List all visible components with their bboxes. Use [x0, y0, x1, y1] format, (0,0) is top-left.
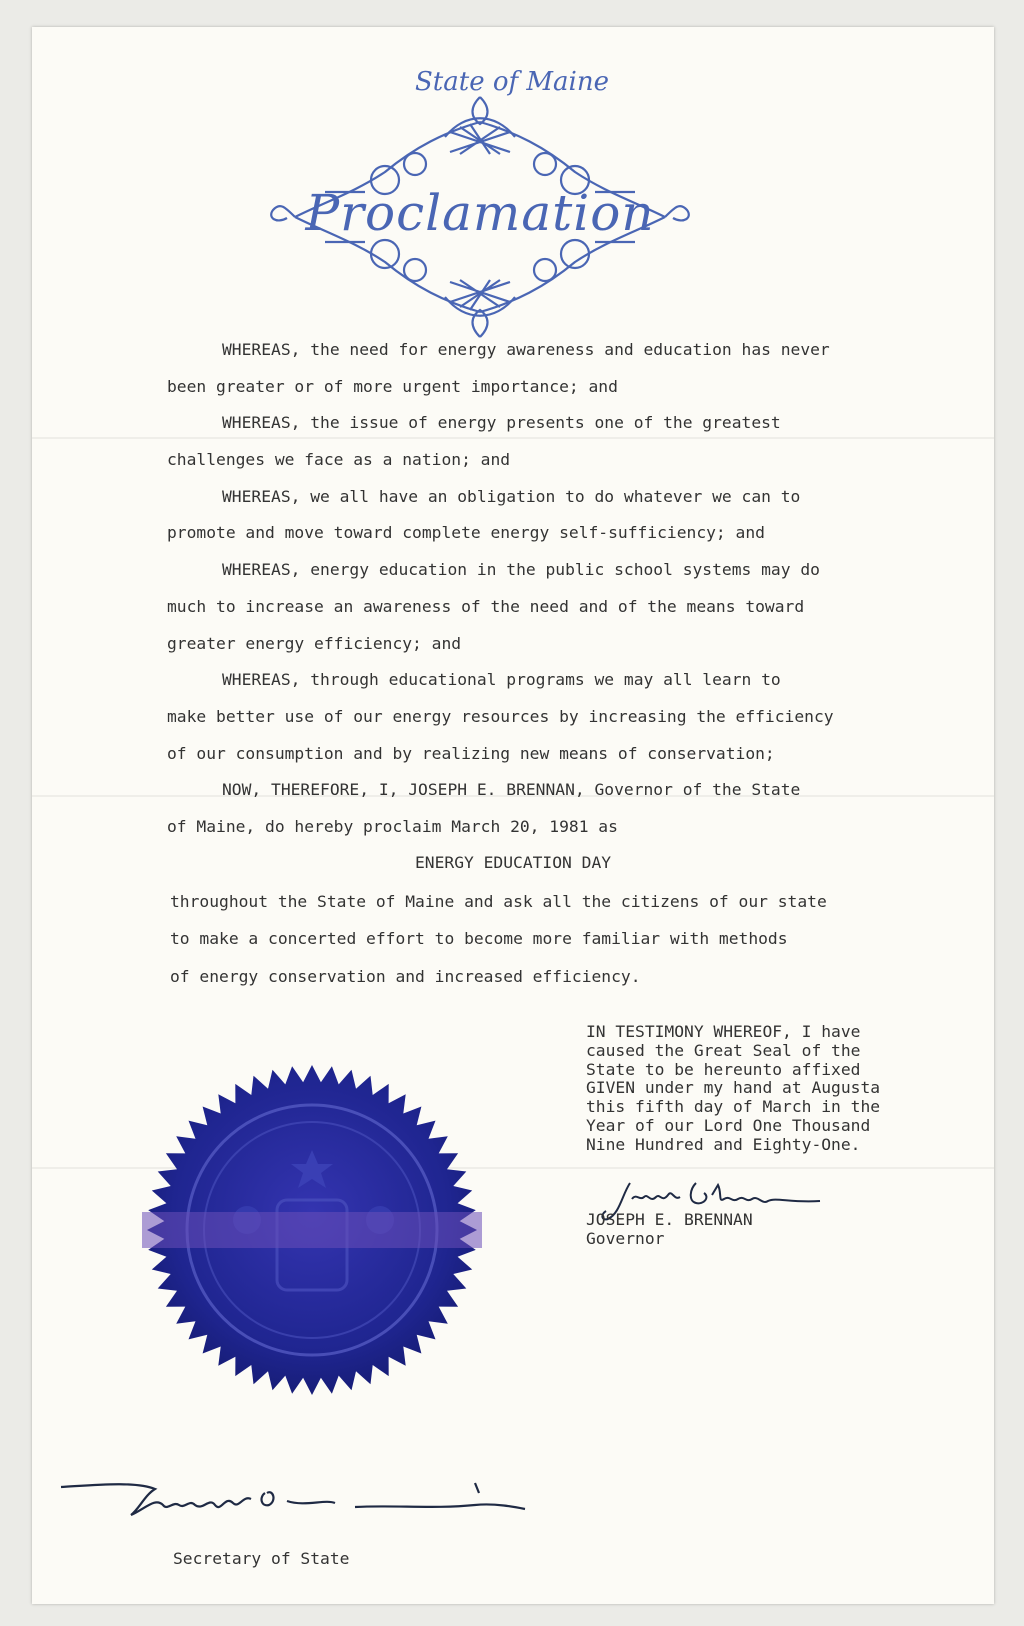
- body-line-12: of our consumption and by realizing new means of conservation;: [167, 744, 775, 763]
- state-title: State of Maine: [415, 67, 609, 97]
- proclaimed-day: ENERGY EDUCATION DAY: [415, 853, 612, 872]
- body-line-16: throughout the State of Maine and ask all the citizens of our state: [170, 892, 827, 911]
- body-line-17: to make a concerted effort to become more familiar with methods: [170, 929, 788, 948]
- body-line-11: make better use of our energy resources by increasing the efficiency: [167, 707, 834, 726]
- body-line-6: promote and move toward complete energy self-sufficiency; and: [167, 523, 765, 542]
- body-line-3: WHEREAS, the issue of energy presents one of the greatest: [222, 413, 781, 432]
- body-line-5: WHEREAS, we all have an obligation to do whatever we can to: [222, 487, 801, 506]
- body-line-9: greater energy efficiency; and: [167, 634, 462, 653]
- fold-line-upper: [32, 437, 994, 439]
- body-line-14: of Maine, do hereby proclaim March 20, 1981 as: [167, 817, 618, 836]
- great-seal-icon: [142, 1060, 482, 1400]
- body-line-18: of energy conservation and increased efficiency.: [170, 967, 641, 986]
- body-line-1: WHEREAS, the need for energy awareness and education has never: [222, 340, 830, 359]
- body-line-10: WHEREAS, through educational programs we may all learn to: [222, 670, 781, 689]
- body-line-13: NOW, THEREFORE, I, JOSEPH E. BRENNAN, Governor of the State: [222, 780, 801, 799]
- body-line-4: challenges we face as a nation; and: [167, 450, 511, 469]
- body-line-8: much to increase an awareness of the need and of the means toward: [167, 597, 805, 616]
- body-line-7: WHEREAS, energy education in the public school systems may do: [222, 560, 820, 579]
- governor-name: JOSEPH E. BRENNAN: [586, 1210, 753, 1229]
- secretary-signature: [55, 1475, 535, 1545]
- proclamation-heading: Proclamation: [305, 184, 655, 242]
- secretary-title: Secretary of State: [173, 1549, 350, 1568]
- governor-title: Governor: [586, 1229, 665, 1248]
- testimony-block: IN TESTIMONY WHEREOF, I have caused the Great Seal of the State to be hereunto affixed GIVEN under my hand at Augusta this fifth day of March in the Year of our Lord One Thousand Nine Hundred and Eighty-One.: [586, 1022, 881, 1154]
- body-line-2: been greater or of more urgent importance; and: [167, 377, 618, 396]
- proclamation-cartouche: [265, 92, 695, 342]
